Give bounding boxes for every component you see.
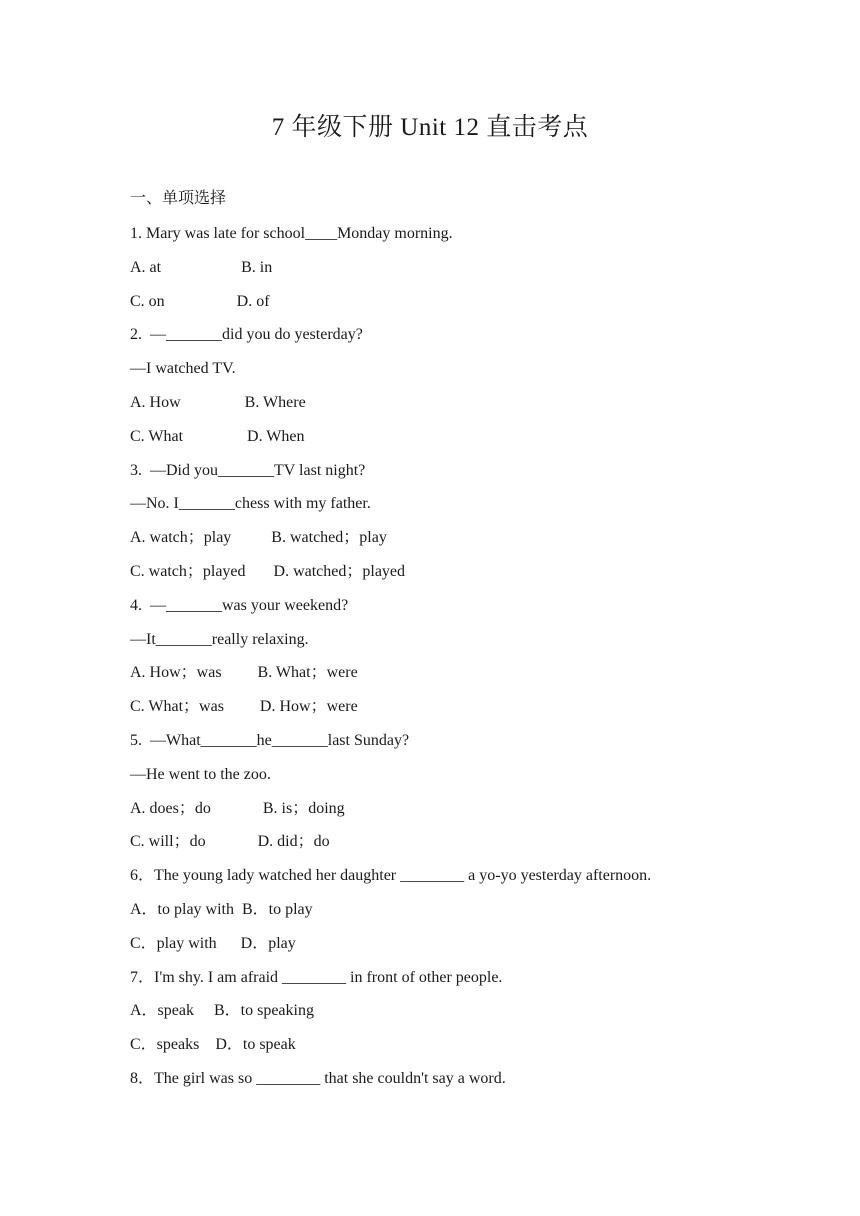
option-line: A. How B. Where [130,393,306,411]
option-line: A. How；was B. What；were [130,664,358,682]
option-line: A. at B. in [130,258,273,276]
question-line: 4. —_______was your weekend? [130,596,349,614]
question-line: 2. —_______did you do yesterday? [130,326,363,344]
question-line: 6．The young lady watched her daughter ________ a yo-yo yesterday afternoon. [130,867,652,885]
option-line: C. What；was D. How；were [130,698,358,716]
question-line: 8．The girl was so ________ that she couldn't say a word. [130,1069,506,1087]
section-heading: 一、单项选择 [130,190,227,207]
question-list [130,223,750,1102]
option-line: C. on D. of [130,292,270,310]
option-line: A．speak B．to speaking [130,1002,314,1020]
page-title: 7 年级下册 Unit 12 直击考点 [271,114,589,141]
option-line: C．speaks D．to speak [130,1036,296,1054]
option-line: A．to play with B．to play [130,900,313,918]
option-line: A. watch；play B. watched；play [130,529,387,547]
option-line: C. What D. When [130,427,305,445]
option-line: C. watch；played D. watched；played [130,562,406,580]
dialogue-line: —He went to the zoo. [130,765,271,783]
option-line: A. does；do B. is；doing [130,799,345,817]
dialogue-line: —It_______really relaxing. [130,630,309,648]
dialogue-line: —I watched TV. [130,360,236,378]
question-line: 1. Mary was late for school____Monday morning. [130,225,453,242]
option-line: C. will；do D. did；do [130,833,330,851]
question-line: 7．I'm shy. I am afraid ________ in front of other people. [130,968,503,986]
option-line: C．play with D．play [130,934,296,952]
question-line: 3. —Did you_______TV last night? [130,461,366,479]
dialogue-line: —No. I_______chess with my father. [130,495,371,513]
question-line: 5. —What_______he_______last Sunday? [130,731,410,749]
